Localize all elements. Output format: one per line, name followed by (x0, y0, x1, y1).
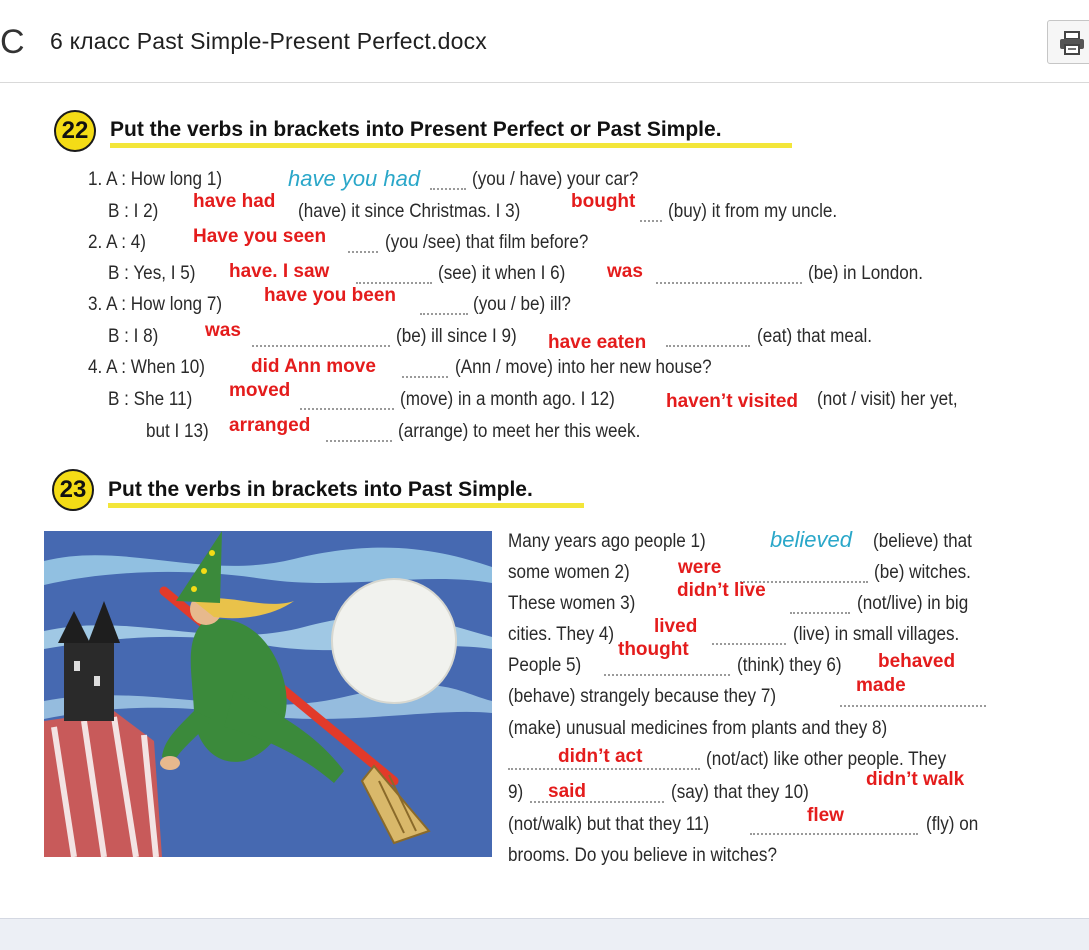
ex23-line-10: (not/walk) but that they 11) (508, 814, 710, 835)
blank-3 (640, 220, 662, 222)
answer-b3: didn’t live (677, 580, 766, 601)
ex22-line-7b: (Ann / move) into her new house? (455, 357, 712, 378)
blank-10 (402, 376, 448, 378)
blank-7 (420, 313, 468, 315)
ex22-line-2: B : I 2) (108, 201, 159, 222)
answer-b10: didn’t walk (866, 769, 965, 790)
answer-13: arranged (229, 415, 311, 436)
ex22-line-4: B : Yes, I 5) (108, 263, 196, 284)
answer-9: have eaten (548, 332, 647, 353)
blank-6 (656, 282, 802, 284)
ex23-example-answer: believed (770, 527, 852, 552)
blank-b8 (508, 768, 700, 770)
ex22-line-5: 3. A : How long 7) (88, 294, 223, 315)
ex22-line-6: B : I 8) (108, 326, 159, 347)
document-title: 6 класс Past Simple-Present Perfect.docx (50, 28, 487, 54)
answer-b9: said (548, 781, 587, 802)
ex23-line-4: cities. They 4) (508, 624, 615, 645)
exercise-22-title: Put the verbs in brackets into Present Perfect or Past Simple. (110, 118, 722, 141)
printer-icon (1058, 31, 1086, 55)
ex22-line-7: 4. A : When 10) (88, 357, 205, 378)
answer-6: was (607, 261, 643, 282)
blank-8 (252, 345, 390, 347)
ex23-line-9: 9) (508, 782, 524, 803)
ex23-line-1: Many years ago people 1) (508, 531, 706, 552)
ex23-line-1b: (believe) that (873, 531, 972, 552)
ex22-line-8b: (move) in a month ago. I 12) (400, 389, 615, 410)
answer-4: Have you seen (193, 226, 327, 247)
answer-10: did Ann move (251, 356, 376, 377)
ex23-line-10b: (fly) on (926, 814, 979, 835)
ex22-line-6c: (eat) that meal. (757, 326, 873, 347)
ex23-line-2b: (be) witches. (874, 562, 971, 583)
ex22-line-1b: (you / have) your car? (472, 169, 639, 190)
answer-5: have. I saw (229, 261, 330, 282)
ex22-example-answer: have you had (288, 166, 421, 191)
blank-9 (666, 345, 750, 347)
exercise-23-underline (108, 503, 584, 508)
bottom-status-bar (0, 918, 1089, 950)
ex22-line-3: 2. A : 4) (88, 232, 146, 253)
answer-b5: thought (618, 639, 689, 660)
ex22-line-4c: (be) in London. (808, 263, 924, 284)
blank-11 (300, 408, 394, 410)
answer-3: bought (571, 191, 636, 212)
answer-2: have had (193, 191, 276, 212)
ex22-line-9b: (arrange) to meet her this week. (398, 421, 641, 442)
ex23-line-5: People 5) (508, 655, 582, 676)
answer-b2: were (678, 557, 722, 578)
ex22-line-5b: (you / be) ill? (473, 294, 571, 315)
back-icon[interactable]: C (0, 23, 25, 61)
exercise-22-underline (110, 143, 792, 148)
ex23-line-11: brooms. Do you believe in witches? (508, 845, 777, 866)
answer-7: have you been (264, 285, 396, 306)
blank-5 (356, 282, 432, 284)
ex23-line-3b: (not/live) in big (857, 593, 969, 614)
ex22-line-8: B : She 11) (108, 389, 193, 410)
ex23-line-9b: (say) that they 10) (671, 782, 809, 803)
blank-4 (348, 251, 378, 253)
answer-8: was (205, 320, 241, 341)
exercise-22-badge: 22 (54, 110, 96, 152)
answer-b6: behaved (878, 651, 956, 672)
blank-b4 (712, 643, 786, 645)
ex22-line-3b: (you /see) that film before? (385, 232, 589, 253)
blank-b7 (840, 705, 986, 707)
ex22-line-1: 1. A : How long 1) (88, 169, 223, 190)
blank-b11 (750, 833, 918, 835)
ex22-line-8c: (not / visit) her yet, (817, 389, 958, 410)
document-toolbar (0, 0, 1089, 83)
answer-b4: lived (654, 616, 698, 637)
ex23-line-3: These women 3) (508, 593, 636, 614)
ex23-line-5b: (think) they 6) (737, 655, 842, 676)
print-button[interactable] (1047, 20, 1089, 64)
exercise-23-badge: 23 (52, 469, 94, 511)
ex23-line-8b: (not/act) like other people. They (706, 749, 947, 770)
blank-b3 (790, 612, 850, 614)
blank-b9 (530, 801, 664, 803)
exercise-23-title: Put the verbs in brackets into Past Simple. (108, 478, 533, 501)
ex23-line-4b: (live) in small villages. (793, 624, 960, 645)
ex22-line-4b: (see) it when I 6) (438, 263, 566, 284)
witch-illustration (44, 531, 492, 857)
witch-on-broomstick-illustration (44, 531, 492, 857)
ex22-line-2b: (have) it since Christmas. I 3) (298, 201, 521, 222)
ex22-line-9: but I 13) (146, 421, 209, 442)
answer-b11: flew (807, 805, 844, 826)
blank-13 (326, 440, 392, 442)
answer-11: moved (229, 380, 291, 401)
blank-b5 (604, 674, 730, 676)
ex22-line-6b: (be) ill since I 9) (396, 326, 517, 347)
ex23-line-7: (make) unusual medicines from plants and they 8) (508, 718, 888, 739)
ex22-line-2c: (buy) it from my uncle. (668, 201, 838, 222)
blank-1 (430, 188, 466, 190)
ex23-line-2: some women 2) (508, 562, 630, 583)
answer-b8: didn’t act (558, 746, 643, 767)
answer-12: haven’t visited (666, 391, 798, 412)
answer-b7: made (856, 675, 906, 696)
ex23-line-6: (behave) strangely because they 7) (508, 686, 777, 707)
